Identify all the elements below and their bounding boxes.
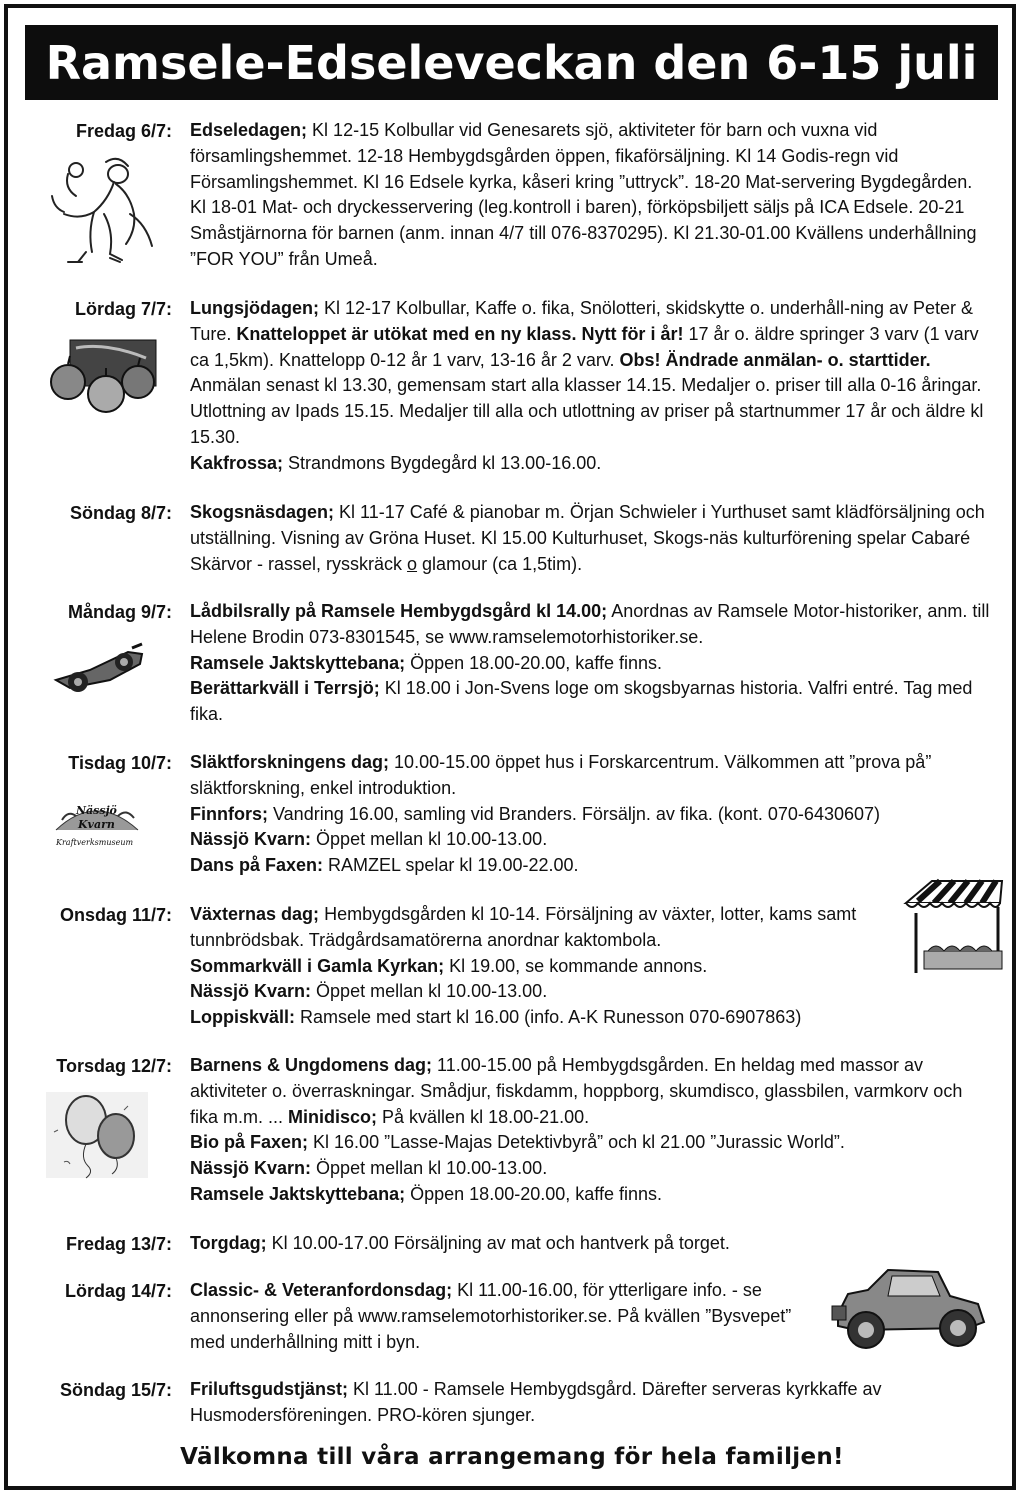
logo-line-1: Nässjö xyxy=(76,804,117,817)
event-block-onsdag-11 xyxy=(190,902,990,1031)
event-line: Torgdag; Kl 10.00-17.00 Försäljning av mat och hantverk på torget. xyxy=(190,1233,730,1253)
event-line: Lådbilsrally på Ramsele Hembygdsgård kl 14.00; Anordnas av Ramsele Motor-historiker, anm. till Helene Brodin 073-8301545, se www.ramselemotorhistoriker.se. xyxy=(190,601,990,647)
event-line: Skogsnäsdagen; Kl 11-17 Café & pianobar m. Örjan Schwieler i Yurthuset samt klädförsäljning och utställning. Visning av Gröna Huset. Kl 15.00 Kulturhuset, Skogs-näs kulturförening spelar Cabaré Skärvor - rassel, rysskräck o glamour (ca 1,5tim). xyxy=(190,502,985,574)
event-block-tisdag-10 xyxy=(190,750,990,879)
day-label-sondag-8: Söndag 8/7: xyxy=(69,503,172,523)
event-line: Dans på Faxen: RAMZEL spelar kl 19.00-22.00. xyxy=(190,855,579,876)
balloons-icon xyxy=(44,1090,150,1180)
race-car-icon xyxy=(50,640,146,696)
nassjo-kvarn-logo xyxy=(52,790,142,858)
event-block-lordag-14 xyxy=(190,1278,800,1355)
day-label-lordag-14: Lördag 14/7: xyxy=(64,1281,172,1301)
event-line: Ramsele Jaktskyttebana; Öppen 18.00-20.00, kaffe finns. xyxy=(190,1183,662,1204)
logo-line-3: Kraftverksmuseum xyxy=(56,838,134,847)
event-line: Finnfors; Vandring 16.00, samling vid Branders. Försäljn. av fika. (kont. 070-6430607) xyxy=(190,803,880,824)
event-line: Sommarkväll i Gamla Kyrkan; Kl 19.00, se kommande annons. xyxy=(190,955,708,976)
event-block-fredag-13 xyxy=(190,1231,990,1257)
logo-line-2: Kvarn xyxy=(78,818,115,831)
event-line: Lungsjödagen; Kl 12-17 Kolbullar, Kaffe o. fika, Snölotteri, skidskytte o. underhåll-ning av Peter & Ture. Knatteloppet är utökat med en ny klass. Nytt för i år! 17 år o. äldre springer 3 varv (1 varv ca 1,5km). Knattelopp 0-12 år 1 varv, 13-16 år 2 varv. Obs! Ändrade anmälan- o. starttider. Anmälan senast kl 13.30, gemensam start alla klasser 14.15. Medaljer o. priser till alla 0-16 åringar. Utlottning av Ipads 15.15. Medaljer till alla och utlottning av priser på startnummer 17 år och äldre kl 15.30. xyxy=(190,298,984,447)
footer-tagline: Välkomna till våra arrangemang för hela familjen! xyxy=(180,1444,844,1470)
day-label-mandag-9: Måndag 9/7: xyxy=(67,602,172,622)
vintage-car-icon xyxy=(828,1264,990,1356)
event-line: Nässjö Kvarn: Öppet mellan kl 10.00-13.00. xyxy=(190,829,548,850)
event-block-lordag-7 xyxy=(190,296,990,477)
event-line: Friluftsgudstjänst; Kl 11.00 - Ramsele Hembygdsgård. Därefter serveras kyrkkaffe av Husmodersföreningen. PRO-kören sjunger. xyxy=(190,1379,882,1425)
event-block-sondag-8 xyxy=(190,500,990,577)
event-line: Classic- & Veteranfordonsdag; Kl 11.00-16.00, för ytterligare info. - se annonsering eller på www.ramselemotorhistoriker.se. På kvällen ”Bysvepet” med underhållning mitt i byn. xyxy=(190,1280,792,1352)
day-label-fredag-6: Fredag 6/7: xyxy=(75,121,172,141)
event-line: Nässjö Kvarn: Öppet mellan kl 10.00-13.00. xyxy=(190,981,548,1002)
event-line: Edseledagen; Kl 12-15 Kolbullar vid Genesarets sjö, aktiviteter för barn och vuxna vid församlingshemmet. 12-18 Hembygdsgården öppen, fikaförsäljning. Kl 14 Godis-regn vid Församlingshemmet. Kl 16 Edsele kyrka, kåseri kring ”uttryck”. 18-20 Mat-servering Bygdegården. Kl 18-01 Mat- och dryckesservering (leg.kontroll i baren), förköpsbiljett säljs på ICA Edsele. 20-21 Småstjärnorna för barnen (anm. innan 4/7 till 076-8370295). Kl 21.30-01.00 Kvällens underhållning ”FOR YOU” från Umeå. xyxy=(190,120,977,269)
day-label-lordag-7: Lördag 7/7: xyxy=(74,299,172,319)
event-block-fredag-6 xyxy=(190,118,990,273)
event-line: Barnens & Ungdomens dag; 11.00-15.00 på Hembygdsgården. En heldag med massor av aktiviteter o. överraskningar. Smådjur, fiskdamm, hoppborg, skumdisco, glassbilen, varmkorv och fika m.m. ... Minidisco; På kvällen kl 18.00-21.00. xyxy=(190,1055,963,1127)
event-line: Ramsele Jaktskyttebana; Öppen 18.00-20.00, kaffe finns. xyxy=(190,652,662,673)
page-title: Ramsele-Edseleveckan den 6-15 juli xyxy=(45,35,978,90)
event-block-sondag-15 xyxy=(190,1377,990,1429)
dancing-couple-icon xyxy=(46,152,158,272)
apples-icon xyxy=(46,338,158,418)
event-block-torsdag-12 xyxy=(190,1053,990,1208)
day-label-fredag-13: Fredag 13/7: xyxy=(65,1234,172,1254)
event-line: Berättarkväll i Terrsjö; Kl 18.00 i Jon-Svens loge om skogsbyarnas historia. Valfri entré. Tag med fika. xyxy=(190,678,973,725)
event-line: Nässjö Kvarn: Öppet mellan kl 10.00-13.00. xyxy=(190,1158,548,1179)
event-line: Släktforskningens dag; 10.00-15.00 öppet hus i Forskarcentrum. Välkommen att ”prova på” släktforskning, enkel introduktion. xyxy=(190,752,932,798)
event-line: Kakfrossa; Strandmons Bygdegård kl 13.00-16.00. xyxy=(190,452,602,473)
day-label-tisdag-10: Tisdag 10/7: xyxy=(68,753,172,773)
day-label-sondag-15: Söndag 15/7: xyxy=(59,1380,172,1400)
market-stall-icon xyxy=(902,873,1006,979)
event-line: Bio på Faxen; Kl 16.00 ”Lasse-Majas Detektivbyrå” och kl 21.00 ”Jurassic World”. xyxy=(190,1132,845,1153)
day-label-torsdag-12: Torsdag 12/7: xyxy=(56,1056,172,1076)
day-label-onsdag-11: Onsdag 11/7: xyxy=(59,905,172,925)
event-block-mandag-9 xyxy=(190,599,990,728)
event-line: Loppiskväll: Ramsele med start kl 16.00 (info. A-K Runesson 070-6907863) xyxy=(190,1007,802,1028)
title-banner xyxy=(25,25,998,100)
event-line: Växternas dag; Hembygdsgården kl 10-14. Försäljning av växter, lotter, kams samt tunnbrödsbak. Trädgårdsamatörerna anordnar kaktombola. xyxy=(190,904,857,950)
